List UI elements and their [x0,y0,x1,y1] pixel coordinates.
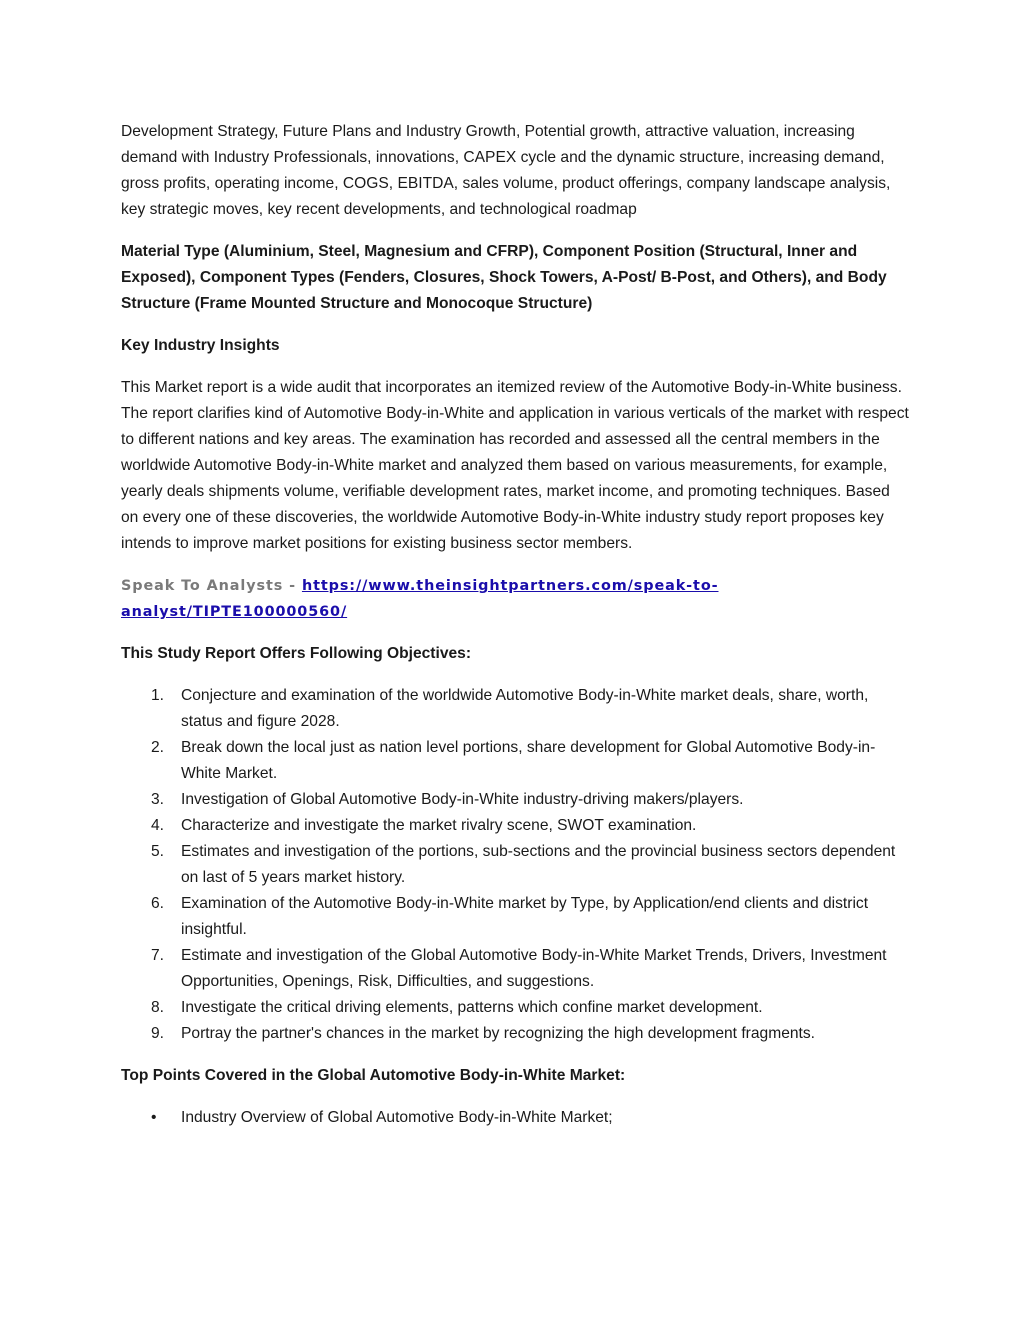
objectives-heading: This Study Report Offers Following Objectives: [121,645,472,662]
list-item [121,1105,911,1131]
list-item [121,735,911,787]
speak-label: Speak To Analysts - [121,578,302,594]
list-item-text: Estimates and investigation of the portions, sub-sections and the provincial business sectors dependent on last of 5 years market history. [181,843,896,886]
insights-paragraph: This Market report is a wide audit that incorporates an itemized review of the Automotive Body-in-White business. The report clarifies kind of Automotive Body-in-White and application in various verticals of the market with respect to different nations and key areas. The examination has recorded and assessed all the central members in the worldwide Automotive Body-in-White market and analyzed them based on various measurements, for example, yearly deals shipments volume, verifiable development rates, market income, and promoting techniques. Based on every one of these discoveries, the worldwide Automotive Body-in-White industry study report proposes key intends to improve market positions for existing business sector members. [121,379,909,552]
list-item-text: Examination of the Automotive Body-in-White market by Type, by Application/end clients and district insightful. [181,895,869,938]
list-number: 2. [151,739,165,756]
list-number: 4. [151,817,165,834]
bullet-icon: • [151,1109,157,1126]
list-item [121,813,911,839]
points-list [121,1105,911,1131]
list-number: 3. [151,791,165,808]
list-item-text: Portray the partner's chances in the market by recognizing the high development fragments. [181,1025,815,1042]
list-item-text: Break down the local just as nation level portions, share development for Global Automotive Body-in-White Market. [181,739,876,782]
list-item-text: Investigate the critical driving elements, patterns which confine market development. [181,999,763,1016]
list-number: 8. [151,999,165,1016]
list-item [121,683,911,735]
list-item [121,1021,911,1047]
document-page [121,119,911,1131]
speak-to-analysts [121,573,911,625]
list-item [121,891,911,943]
list-item-text: Industry Overview of Global Automotive Body-in-White Market; [181,1109,613,1126]
speak-to-analyst-link[interactable]: https://www.theinsightpartners.com/speak-to-analyst/TIPTE100000560/ [121,578,719,620]
list-number: 1. [151,687,165,704]
list-number: 9. [151,1025,165,1042]
insights-heading: Key Industry Insights [121,337,280,354]
segments-paragraph: Material Type (Aluminium, Steel, Magnesium and CFRP), Component Position (Structural, Inner and Exposed), Component Types (Fenders, Closures, Shock Towers, A-Post/ B-Post, and Others), and Body Structure (Frame Mounted Structure and Monocoque Structure) [121,243,887,312]
list-item-text: Estimate and investigation of the Global Automotive Body-in-White Market Trends, Drivers, Investment Opportunities, Openings, Risk, Difficulties, and suggestions. [181,947,887,990]
list-number: 7. [151,947,165,964]
list-item [121,787,911,813]
list-item-text: Investigation of Global Automotive Body-in-White industry-driving makers/players. [181,791,744,808]
list-item [121,995,911,1021]
list-item-text: Characterize and investigate the market rivalry scene, SWOT examination. [181,817,697,834]
list-number: 6. [151,895,165,912]
list-item-text: Conjecture and examination of the worldwide Automotive Body-in-White market deals, share, worth, status and figure 2028. [181,687,869,730]
intro-paragraph: Development Strategy, Future Plans and Industry Growth, Potential growth, attractive valuation, increasing demand with Industry Professionals, innovations, CAPEX cycle and the dynamic structure, increasing demand, gross profits, operating income, COGS, EBITDA, sales volume, product offerings, company landscape analysis, key strategic moves, key recent developments, and technological roadmap [121,123,891,218]
list-item [121,839,911,891]
list-item [121,943,911,995]
points-heading: Top Points Covered in the Global Automotive Body-in-White Market: [121,1067,626,1084]
list-number: 5. [151,843,165,860]
objectives-list [121,683,911,1047]
